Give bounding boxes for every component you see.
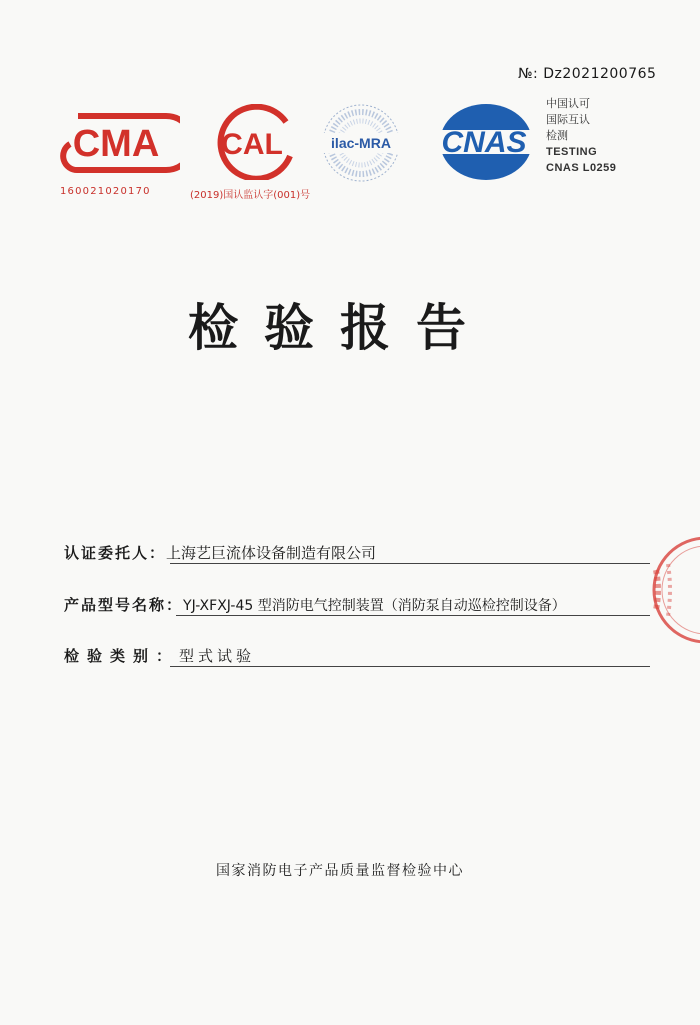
cma-caption: 160021020170 [60,186,151,197]
field-client-value: 上海艺巨流体设备制造有限公司 [166,544,377,562]
cnas-logo [428,100,540,184]
cnas-logo-text: CNAS [441,126,527,159]
cnas-line-3: 检测 [546,129,568,142]
cma-logo [56,110,180,176]
cal-logo [206,104,300,180]
cnas-line-2: 国际互认 [546,113,590,126]
cnas-line-1: 中国认可 [546,97,590,110]
field-product-underline [176,615,650,616]
official-seal [646,530,700,650]
cnas-line-5: CNAS L0259 [546,162,617,174]
cma-logo-text: CMA [72,123,160,165]
document-title: 检验报告 [188,298,492,357]
report-number: №: Dz2021200765 [518,66,657,82]
cal-logo-text: CAL [221,128,283,161]
cal-caption: (2019)国认监认字(001)号 [190,190,311,201]
ilac-logo-text: ilac-MRA [331,135,391,151]
field-client-label: 认证委托人： [64,544,167,562]
field-product-value: YJ-XFXJ-45 型消防电气控制装置（消防泵自动巡检控制设备） [183,598,566,614]
field-type-value: 型式试验 [179,647,256,665]
field-type-underline [170,666,650,667]
field-type-label: 检验类别： [64,647,180,665]
issuing-organization: 国家消防电子产品质量监督检验中心 [216,863,464,879]
cnas-accreditation-info [546,96,616,176]
cnas-line-4: TESTING [546,146,598,158]
ilac-mra-logo [318,100,404,186]
field-client-underline [170,563,650,564]
field-product-label: 产品型号名称： [64,596,184,614]
